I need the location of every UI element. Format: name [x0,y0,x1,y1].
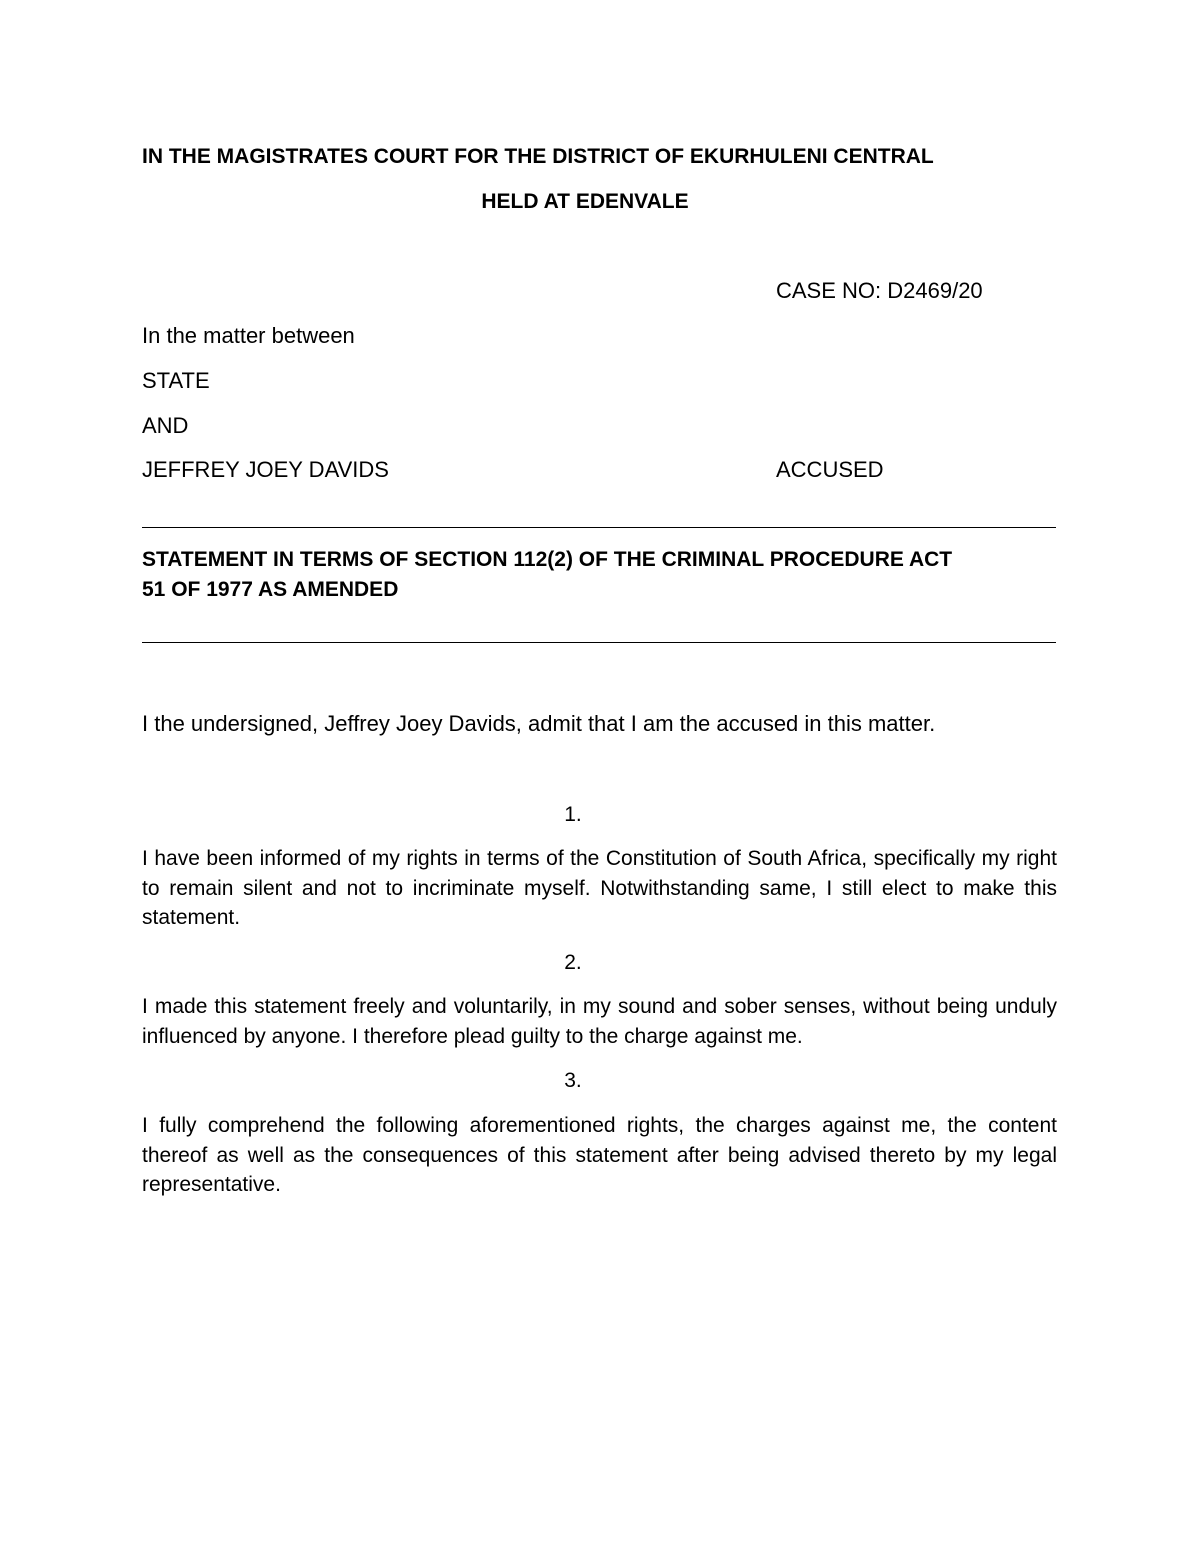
paragraph-2: I made this statement freely and voluntarily, in my sound and sober senses, without being unduly influenced by anyone. I therefore plead guilty to the charge against me. [142,995,1057,1048]
held-at-heading: HELD AT EDENVALE [481,190,689,213]
intro-statement: I the undersigned, Jeffrey Joey Davids, admit that I am the accused in this matter. [142,711,936,736]
divider-top [142,527,1056,528]
paragraph-number-1: 1. [564,803,582,826]
divider-bottom [142,642,1056,643]
statement-title-line2: 51 OF 1977 AS AMENDED [142,578,399,601]
matter-between-label: In the matter between [142,323,355,348]
and-conjunction: AND [142,413,189,438]
paragraph-3: I fully comprehend the following aforementioned rights, the charges against me, the content thereof as well as the consequences of this statement after being advised thereto by my legal representative. [142,1114,1057,1196]
accused-role-label: ACCUSED [776,457,884,482]
statement-title-line1: STATEMENT IN TERMS OF SECTION 112(2) OF THE CRIMINAL PROCEDURE ACT [142,548,953,571]
court-heading: IN THE MAGISTRATES COURT FOR THE DISTRICT OF EKURHULENI CENTRAL [142,145,934,168]
paragraph-number-2: 2. [564,951,582,974]
accused-name: JEFFREY JOEY DAVIDS [142,457,389,482]
party-state: STATE [142,368,210,393]
paragraph-number-3: 3. [564,1069,582,1092]
case-number: CASE NO: D2469/20 [776,278,983,303]
paragraph-1: I have been informed of my rights in terms of the Constitution of South Africa, specifically my right to remain silent and not to incriminate myself. Notwithstanding same, I still elect to make this statement. [142,847,1057,929]
